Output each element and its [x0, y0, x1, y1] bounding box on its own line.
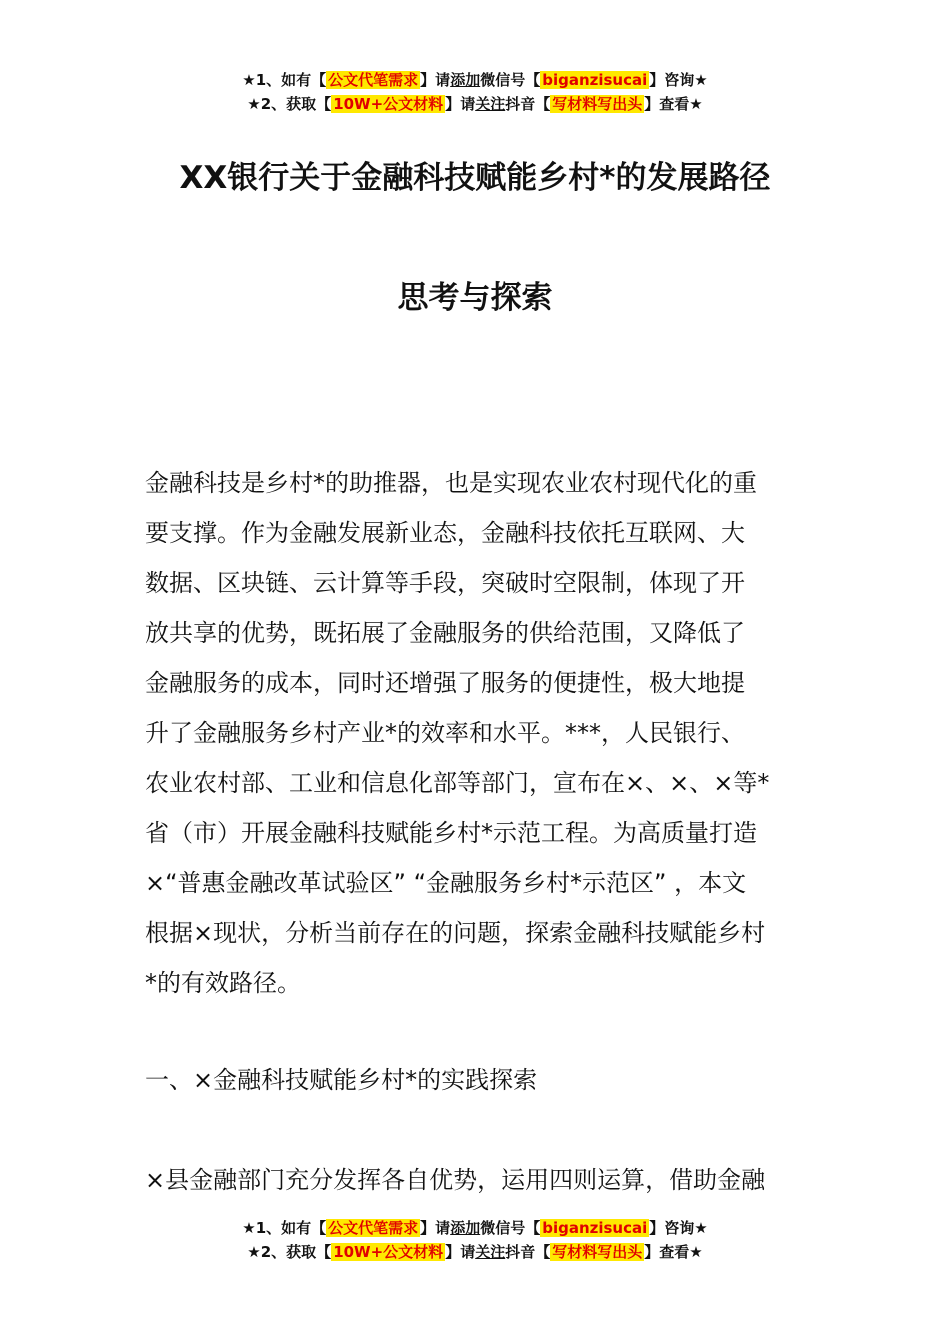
promo-highlight: 写材料写出头 [552, 95, 643, 113]
promo-banner-top [0, 68, 950, 116]
section-1-paragraph [145, 1155, 810, 1205]
promo-text: 】请 [420, 71, 451, 89]
promo-text: 】查看★ [644, 95, 703, 113]
promo-text: 】请 [445, 95, 476, 113]
promo-highlight: 10W+公文材料 [333, 1243, 444, 1261]
promo-text: 微信号【 [480, 71, 541, 89]
intro-paragraph [145, 458, 810, 1008]
promo-highlight: biganzisucai [542, 71, 648, 89]
promo-text: 】请 [445, 1243, 476, 1261]
document-title-line-2: 思考与探索 [397, 280, 553, 316]
promo-text: ★2、获取【 [247, 1243, 332, 1261]
document-title-line-1: XX银行关于金融科技赋能乡村*的发展路径 [179, 160, 771, 196]
promo-line-2 [0, 92, 950, 116]
promo-text: 抖音【 [505, 95, 551, 113]
promo-text: ★1、如有【 [242, 1219, 327, 1237]
promo-underline: 添加 [450, 1219, 481, 1237]
promo-text: 】请 [420, 1219, 451, 1237]
promo-line-2 [0, 1240, 950, 1264]
promo-text: ★2、获取【 [247, 95, 332, 113]
promo-banner-bottom [0, 1216, 950, 1264]
promo-highlight: 公文代笔需求 [328, 1219, 419, 1237]
paragraph-line: 数据、区块链、云计算等手段，突破时空限制，体现了开 [145, 569, 745, 597]
paragraph-line: 升了金融服务乡村产业*的效率和水平。***，人民银行、 [145, 719, 745, 747]
promo-line-1 [0, 1216, 950, 1240]
promo-text: 】咨询★ [649, 1219, 708, 1237]
promo-highlight: 10W+公文材料 [333, 95, 444, 113]
promo-underline: 添加 [450, 71, 481, 89]
section-heading-1: 一、×金融科技赋能乡村*的实践探索 [145, 1066, 538, 1094]
paragraph-line: *的有效路径。 [145, 969, 301, 997]
paragraph-line: 金融服务的成本，同时还增强了服务的便捷性，极大地提 [145, 669, 745, 697]
promo-highlight: 公文代笔需求 [328, 71, 419, 89]
promo-text: 抖音【 [505, 1243, 551, 1261]
paragraph-line: 农业农村部、工业和信息化部等部门，宣布在×、×、×等* [145, 769, 770, 797]
paragraph-line: ×“普惠金融改革试验区” “金融服务乡村*示范区” ，本文 [145, 869, 747, 897]
paragraph-line: ×县金融部门充分发挥各自优势，运用四则运算，借助金融 [145, 1166, 766, 1194]
promo-line-1 [0, 68, 950, 92]
paragraph-line: 放共享的优势，既拓展了金融服务的供给范围，又降低了 [145, 619, 745, 647]
promo-highlight: biganzisucai [542, 1219, 648, 1237]
paragraph-line: 根据×现状，分析当前存在的问题，探索金融科技赋能乡村 [145, 919, 766, 947]
promo-highlight: 写材料写出头 [552, 1243, 643, 1261]
paragraph-line: 省（市）开展金融科技赋能乡村*示范工程。为高质量打造 [145, 819, 757, 847]
promo-underline: 关注 [475, 95, 506, 113]
promo-text: 微信号【 [480, 1219, 541, 1237]
paragraph-line: 要支撑。作为金融发展新业态，金融科技依托互联网、大 [145, 519, 745, 547]
promo-text: ★1、如有【 [242, 71, 327, 89]
paragraph-line: 金融科技是乡村*的助推器，也是实现农业农村现代化的重 [145, 469, 757, 497]
promo-text: 】咨询★ [649, 71, 708, 89]
promo-underline: 关注 [475, 1243, 506, 1261]
promo-text: 】查看★ [644, 1243, 703, 1261]
